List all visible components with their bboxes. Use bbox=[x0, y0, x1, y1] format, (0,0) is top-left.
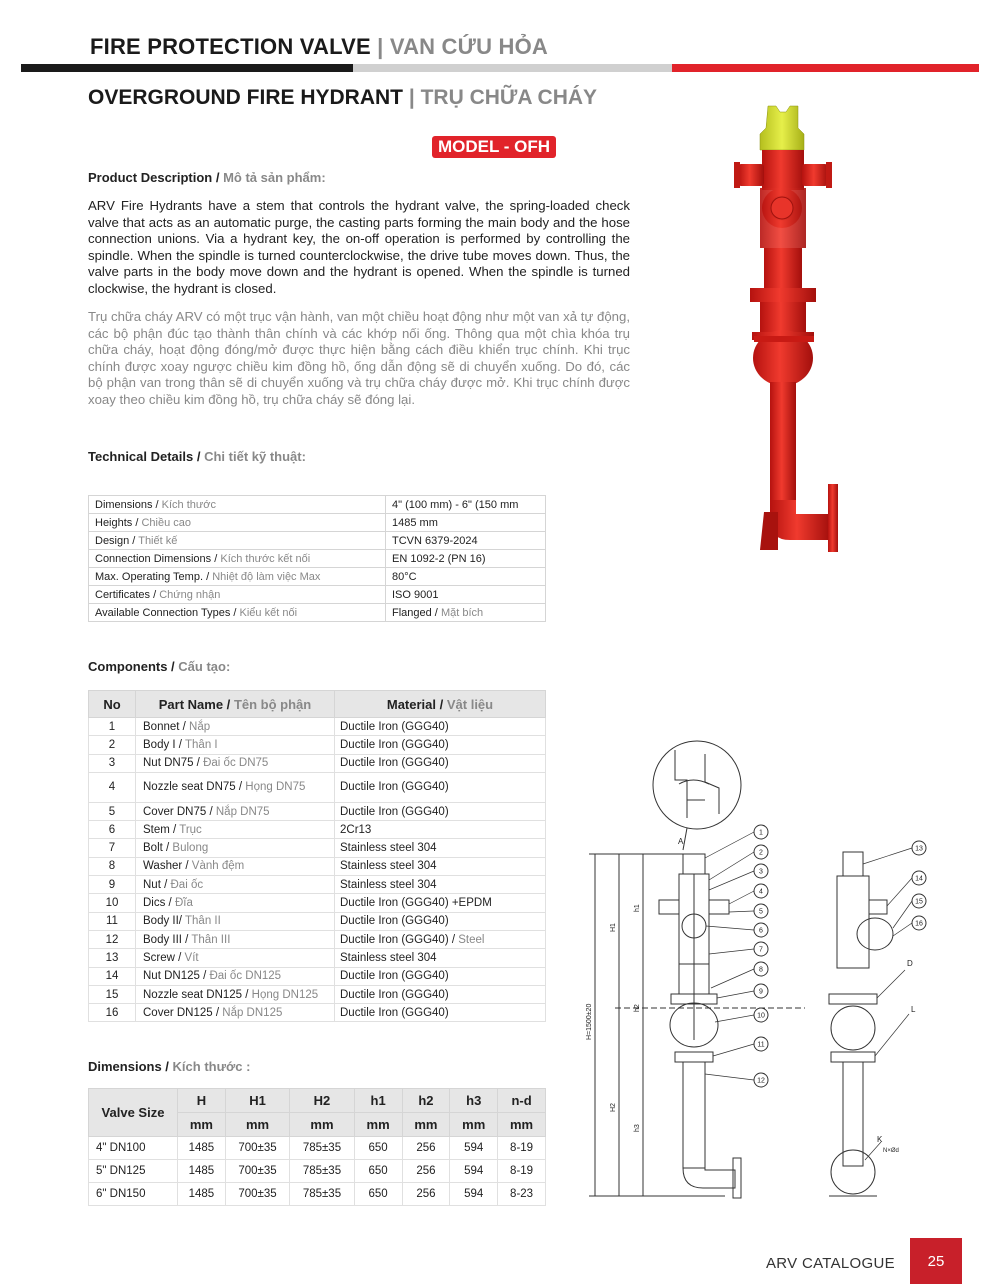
component-material-en: Ductile Iron (GGG40) bbox=[340, 970, 449, 983]
component-no: 10 bbox=[89, 894, 136, 912]
dimension-value: 1485 bbox=[178, 1160, 226, 1183]
drawing-label-h2-upper: H2 bbox=[610, 1103, 617, 1112]
callout-1-label: 1 bbox=[759, 829, 763, 837]
component-material-en: Ductile Iron (GGG40) bbox=[340, 988, 449, 1001]
component-part-en: Nut DN75 / bbox=[143, 757, 200, 770]
component-row bbox=[89, 857, 546, 875]
col-part-en: Part Name / bbox=[158, 696, 231, 712]
component-part-vn: Nắp DN125 bbox=[222, 1006, 283, 1019]
tech-label-vn: Nhiệt độ làm việc Max bbox=[212, 570, 321, 583]
component-part-vn: Thân I bbox=[185, 738, 218, 751]
unit-cell: mm bbox=[225, 1113, 289, 1137]
callout-14-label: 14 bbox=[915, 875, 923, 883]
tech-label bbox=[89, 586, 386, 604]
page-number: 25 bbox=[910, 1238, 962, 1284]
tech-value-en: EN 1092-2 (PN 16) bbox=[392, 552, 486, 565]
component-part bbox=[136, 772, 335, 802]
component-material-en: Ductile Iron (GGG40) bbox=[340, 757, 449, 770]
drawing-label-l: L bbox=[911, 1005, 916, 1014]
component-material bbox=[335, 839, 546, 857]
footer-catalogue: ARV CATALOGUE bbox=[766, 1255, 895, 1272]
heading-en: Dimensions / bbox=[88, 1059, 169, 1074]
dimension-value: 650 bbox=[354, 1160, 402, 1183]
component-part-vn: Nắp bbox=[189, 720, 211, 733]
component-material-en: Ductile Iron (GGG40) / bbox=[340, 933, 456, 946]
unit-cell: mm bbox=[450, 1113, 498, 1137]
col-valve-size: Valve Size bbox=[89, 1089, 178, 1137]
unit-cell: mm bbox=[290, 1113, 354, 1137]
component-material bbox=[335, 1004, 546, 1022]
dimension-value: 256 bbox=[402, 1137, 450, 1160]
section-title-separator: | bbox=[408, 86, 415, 109]
tech-label bbox=[89, 550, 386, 568]
component-part-en: Bolt / bbox=[143, 842, 170, 855]
tech-label-vn: Chứng nhận bbox=[159, 588, 221, 601]
component-material bbox=[335, 894, 546, 912]
component-no: 12 bbox=[89, 930, 136, 948]
dimensions-header-row bbox=[89, 1089, 546, 1113]
unit-cell: mm bbox=[402, 1113, 450, 1137]
component-material bbox=[335, 718, 546, 736]
dimension-value: 594 bbox=[450, 1137, 498, 1160]
tech-label bbox=[89, 568, 386, 586]
header-separator: | bbox=[377, 34, 384, 59]
component-material bbox=[335, 754, 546, 772]
tech-row bbox=[89, 496, 546, 514]
tech-value bbox=[386, 550, 546, 568]
technical-details-heading bbox=[88, 449, 306, 464]
dimensions-row bbox=[89, 1160, 546, 1183]
component-part bbox=[136, 949, 335, 967]
dimensions-heading bbox=[88, 1059, 250, 1074]
tech-row bbox=[89, 514, 546, 532]
component-material-en: Stainless steel 304 bbox=[340, 878, 437, 891]
component-material-en: Stainless steel 304 bbox=[340, 842, 437, 855]
component-part-vn: Thân III bbox=[191, 933, 231, 946]
component-part bbox=[136, 821, 335, 839]
col-part bbox=[136, 691, 335, 718]
tech-value-en: TCVN 6379-2024 bbox=[392, 534, 478, 547]
component-part-vn: Đĩa bbox=[174, 897, 193, 910]
dimension-value: 700±35 bbox=[225, 1137, 289, 1160]
tech-label-en: Connection Dimensions / bbox=[95, 552, 218, 565]
tech-value-en: ISO 9001 bbox=[392, 588, 439, 601]
dimensions-table bbox=[88, 1088, 546, 1206]
component-part bbox=[136, 985, 335, 1003]
component-part bbox=[136, 857, 335, 875]
tech-label bbox=[89, 496, 386, 514]
tech-label-en: Dimensions / bbox=[95, 498, 159, 511]
tech-label-en: Heights / bbox=[95, 516, 139, 529]
section-title bbox=[88, 86, 597, 110]
component-material bbox=[335, 949, 546, 967]
component-part-en: Nozzle seat DN75 / bbox=[143, 781, 243, 794]
component-part-en: Screw / bbox=[143, 951, 182, 964]
component-row bbox=[89, 894, 546, 912]
component-part bbox=[136, 967, 335, 985]
callout-11-label: 11 bbox=[757, 1041, 765, 1049]
col-h2: h2 bbox=[402, 1089, 450, 1113]
callout-9-label: 9 bbox=[759, 988, 763, 996]
drawing-label-total: H=1500±20 bbox=[586, 1003, 593, 1040]
components-heading bbox=[88, 659, 230, 674]
component-part-vn: Họng DN125 bbox=[251, 988, 319, 1001]
dimension-value: 594 bbox=[450, 1183, 498, 1206]
tech-value bbox=[386, 514, 546, 532]
technical-drawing bbox=[575, 740, 935, 1210]
component-material bbox=[335, 876, 546, 894]
component-part bbox=[136, 930, 335, 948]
component-part bbox=[136, 736, 335, 754]
component-part bbox=[136, 718, 335, 736]
heading-vn: Cấu tạo: bbox=[178, 659, 231, 674]
component-no: 8 bbox=[89, 857, 136, 875]
component-row bbox=[89, 754, 546, 772]
tech-label-en: Certificates / bbox=[95, 588, 157, 601]
col-part-vn: Tên bộ phận bbox=[233, 696, 312, 712]
component-material bbox=[335, 772, 546, 802]
unit-cell: mm bbox=[178, 1113, 226, 1137]
component-part-en: Body II/ bbox=[143, 915, 182, 928]
product-description-heading bbox=[88, 170, 326, 185]
tech-value bbox=[386, 532, 546, 550]
component-no: 2 bbox=[89, 736, 136, 754]
component-material bbox=[335, 985, 546, 1003]
component-material-en: Ductile Iron (GGG40) bbox=[340, 915, 449, 928]
component-row bbox=[89, 821, 546, 839]
component-part bbox=[136, 802, 335, 820]
heading-vn: Mô tả sản phẩm: bbox=[223, 170, 326, 185]
col-material-en: Material / bbox=[386, 696, 444, 712]
technical-details-table bbox=[88, 495, 546, 622]
component-part-en: Nozzle seat DN125 / bbox=[143, 988, 249, 1001]
tech-value bbox=[386, 604, 546, 622]
dimension-value: 785±35 bbox=[290, 1160, 354, 1183]
component-row bbox=[89, 839, 546, 857]
drawing-label-h2: h2 bbox=[634, 1004, 641, 1012]
component-row bbox=[89, 949, 546, 967]
component-no: 11 bbox=[89, 912, 136, 930]
heading-en: Product Description / bbox=[88, 170, 220, 185]
component-part bbox=[136, 839, 335, 857]
component-material-en: Ductile Iron (GGG40) bbox=[340, 1006, 449, 1019]
component-row bbox=[89, 802, 546, 820]
tech-label bbox=[89, 514, 386, 532]
header-bar-grey bbox=[353, 64, 672, 72]
dimension-value: 8-23 bbox=[498, 1183, 546, 1206]
component-material bbox=[335, 912, 546, 930]
drawing-label-a: A bbox=[678, 837, 684, 846]
component-material-en: 2Cr13 bbox=[340, 823, 372, 836]
tech-value-en: 1485 mm bbox=[392, 516, 438, 529]
drawing-label-h1-upper: H1 bbox=[610, 923, 617, 932]
component-part-en: Cover DN125 / bbox=[143, 1006, 220, 1019]
component-part-vn: Họng DN75 bbox=[245, 781, 306, 794]
component-material-en: Ductile Iron (GGG40) bbox=[340, 781, 449, 794]
callout-10-label: 10 bbox=[757, 1012, 765, 1020]
tech-row bbox=[89, 568, 546, 586]
tech-value-en: 4" (100 mm) - 6" (150 mm bbox=[392, 498, 519, 511]
component-row bbox=[89, 772, 546, 802]
component-material-en: Stainless steel 304 bbox=[340, 951, 437, 964]
dimension-value: 650 bbox=[354, 1183, 402, 1206]
tech-label-vn: Kích thước kết nối bbox=[220, 552, 311, 565]
header-bar-red bbox=[672, 64, 979, 72]
callout-13-label: 13 bbox=[915, 845, 923, 853]
component-part-vn: Bulong bbox=[172, 842, 209, 855]
tech-row bbox=[89, 550, 546, 568]
component-no: 7 bbox=[89, 839, 136, 857]
tech-value bbox=[386, 496, 546, 514]
component-material-en: Ductile Iron (GGG40) bbox=[340, 720, 449, 733]
drawing-label-d: D bbox=[907, 959, 913, 968]
component-row bbox=[89, 876, 546, 894]
component-part-en: Bonnet / bbox=[143, 720, 186, 733]
tech-row bbox=[89, 586, 546, 604]
heading-en: Components / bbox=[88, 659, 175, 674]
component-part-en: Body III / bbox=[143, 933, 189, 946]
component-part-vn: Vít bbox=[184, 951, 199, 964]
component-row bbox=[89, 930, 546, 948]
col-h3: h3 bbox=[450, 1089, 498, 1113]
component-material bbox=[335, 857, 546, 875]
callout-12-label: 12 bbox=[757, 1077, 765, 1085]
dimensions-row bbox=[89, 1137, 546, 1160]
component-part bbox=[136, 876, 335, 894]
component-no: 1 bbox=[89, 718, 136, 736]
component-material-en: Ductile Iron (GGG40) +EPDM bbox=[340, 897, 492, 910]
tech-label-vn: Thiết kế bbox=[138, 534, 178, 547]
tech-value-en: 80°C bbox=[392, 570, 417, 583]
component-part bbox=[136, 912, 335, 930]
drawing-label-k: K bbox=[877, 1135, 883, 1144]
component-part bbox=[136, 1004, 335, 1022]
tech-row bbox=[89, 532, 546, 550]
col-h: H bbox=[178, 1089, 226, 1113]
component-row bbox=[89, 912, 546, 930]
tech-value-en: Flanged / bbox=[392, 606, 438, 619]
component-no: 6 bbox=[89, 821, 136, 839]
heading-vn: Chi tiết kỹ thuật: bbox=[204, 449, 306, 464]
valve-size: 5" DN125 bbox=[89, 1160, 178, 1183]
components-table bbox=[88, 690, 546, 1022]
page-header-title bbox=[90, 34, 548, 60]
component-part-vn: Trục bbox=[179, 823, 202, 836]
dimension-value: 8-19 bbox=[498, 1137, 546, 1160]
tech-row bbox=[89, 604, 546, 622]
callout-16-label: 16 bbox=[915, 920, 923, 928]
component-part bbox=[136, 894, 335, 912]
tech-value-vn: Mặt bích bbox=[440, 606, 484, 619]
callout-3-label: 3 bbox=[759, 868, 763, 876]
valve-size: 6" DN150 bbox=[89, 1183, 178, 1206]
col-n-d: n-d bbox=[498, 1089, 546, 1113]
callout-15-label: 15 bbox=[915, 898, 923, 906]
component-part-en: Body I / bbox=[143, 738, 182, 751]
component-part-en: Stem / bbox=[143, 823, 177, 836]
tech-label-en: Max. Operating Temp. / bbox=[95, 570, 210, 583]
col-h1: H1 bbox=[225, 1089, 289, 1113]
tech-label bbox=[89, 604, 386, 622]
valve-size: 4" DN100 bbox=[89, 1137, 178, 1160]
col-material bbox=[335, 691, 546, 718]
callout-5-label: 5 bbox=[759, 908, 763, 916]
heading-vn: Kích thước : bbox=[172, 1059, 251, 1074]
header-title-en: FIRE PROTECTION VALVE bbox=[90, 34, 371, 59]
dimensions-row bbox=[89, 1183, 546, 1206]
callout-7-label: 7 bbox=[759, 946, 763, 954]
component-part-en: Nut / bbox=[143, 878, 168, 891]
callout-4-label: 4 bbox=[759, 888, 763, 896]
component-material bbox=[335, 821, 546, 839]
component-no: 5 bbox=[89, 802, 136, 820]
component-row bbox=[89, 985, 546, 1003]
tech-label-en: Design / bbox=[95, 534, 136, 547]
heading-en: Technical Details / bbox=[88, 449, 201, 464]
component-no: 14 bbox=[89, 967, 136, 985]
component-no: 13 bbox=[89, 949, 136, 967]
component-row bbox=[89, 736, 546, 754]
col-material-vn: Vật liệu bbox=[446, 696, 494, 712]
callout-8-label: 8 bbox=[759, 966, 763, 974]
component-material bbox=[335, 802, 546, 820]
section-title-vn: TRỤ CHỮA CHÁY bbox=[420, 86, 598, 109]
dimension-value: 8-19 bbox=[498, 1160, 546, 1183]
component-part-vn: Đai ốc DN125 bbox=[209, 970, 282, 983]
drawing-label-h1: h1 bbox=[634, 904, 641, 912]
component-material-en: Ductile Iron (GGG40) bbox=[340, 738, 449, 751]
tech-label-vn: Chiều cao bbox=[141, 516, 192, 529]
dimension-value: 700±35 bbox=[225, 1183, 289, 1206]
drawing-label-h3: h3 bbox=[634, 1124, 641, 1132]
component-no: 4 bbox=[89, 772, 136, 802]
hydrant-product-image bbox=[720, 100, 860, 560]
component-part bbox=[136, 754, 335, 772]
components-header-row bbox=[89, 691, 546, 718]
col-h2: H2 bbox=[290, 1089, 354, 1113]
drawing-label-nd: N×Ød bbox=[883, 1148, 899, 1154]
dimension-value: 650 bbox=[354, 1137, 402, 1160]
component-part-en: Washer / bbox=[143, 860, 189, 873]
component-row bbox=[89, 718, 546, 736]
dimension-value: 700±35 bbox=[225, 1160, 289, 1183]
section-title-en: OVERGROUND FIRE HYDRANT bbox=[88, 86, 404, 109]
col-no: No bbox=[89, 691, 136, 718]
component-material bbox=[335, 736, 546, 754]
description-text-vn: Trụ chữa cháy ARV có một trục vận hành, van một chiều hoạt động như một van xả tự động, các bộ phận đúc tạo thành thân chính và các khớp nối ống. Thông qua một chìa khóa trụ chữa cháy, hoạt động đóng/mở được thực hiện bằng cách điều khiển trục chính. Khi trục chính được xoay ngược chiều kim đồng hồ, ống dẫn động sẽ di chuyển xuống. Do đó, các bộ phận van trong thân sẽ di chuyển xuống và trụ chữa cháy được mở. Khi trục chính được xoay theo chiều kim đồng hồ, trụ chữa cháy sẽ đóng lại. bbox=[88, 309, 630, 407]
component-row bbox=[89, 967, 546, 985]
col-h1: h1 bbox=[354, 1089, 402, 1113]
tech-label-en: Available Connection Types / bbox=[95, 606, 237, 619]
dimension-value: 594 bbox=[450, 1160, 498, 1183]
component-material-en: Ductile Iron (GGG40) bbox=[340, 805, 449, 818]
component-no: 9 bbox=[89, 876, 136, 894]
model-badge: MODEL - OFH bbox=[432, 136, 556, 158]
unit-cell: mm bbox=[354, 1113, 402, 1137]
component-part-en: Nut DN125 / bbox=[143, 970, 207, 983]
header-bar-black bbox=[21, 64, 353, 72]
dimension-value: 256 bbox=[402, 1160, 450, 1183]
callout-6-label: 6 bbox=[759, 927, 763, 935]
component-no: 16 bbox=[89, 1004, 136, 1022]
component-part-vn: Nắp DN75 bbox=[215, 805, 270, 818]
component-part-en: Cover DN75 / bbox=[143, 805, 213, 818]
description-text-en: ARV Fire Hydrants have a stem that controls the hydrant valve, the spring-loaded check valve that acts as an automatic purge, the casting parts forming the main body and the hose connection unions. Via a hydrant key, the on-off operation is performed by controlling the spindle. When the spindle is turned counterclockwise, the drive tube moves down. Thus, the valve parts in the body move down and the hydrant is opened. When the spindle is turned clockwise, the hydrant is closed. bbox=[88, 198, 630, 296]
dimension-value: 1485 bbox=[178, 1137, 226, 1160]
dimension-value: 785±35 bbox=[290, 1137, 354, 1160]
component-material-en: Stainless steel 304 bbox=[340, 860, 437, 873]
component-part-en: Dics / bbox=[143, 897, 172, 910]
tech-label-vn: Kích thước bbox=[161, 498, 216, 511]
dimension-value: 785±35 bbox=[290, 1183, 354, 1206]
component-part-vn: Vành đệm bbox=[191, 860, 245, 873]
component-material-vn: Steel bbox=[458, 933, 485, 946]
unit-cell: mm bbox=[498, 1113, 546, 1137]
component-row bbox=[89, 1004, 546, 1022]
tech-label bbox=[89, 532, 386, 550]
component-material bbox=[335, 930, 546, 948]
callout-2-label: 2 bbox=[759, 849, 763, 857]
tech-value bbox=[386, 586, 546, 604]
component-no: 3 bbox=[89, 754, 136, 772]
header-title-vn: VAN CỨU HỎA bbox=[389, 34, 548, 59]
component-part-vn: Đai ốc bbox=[170, 878, 204, 891]
component-no: 15 bbox=[89, 985, 136, 1003]
component-part-vn: Đai ốc DN75 bbox=[203, 757, 269, 770]
tech-label-vn: Kiểu kết nối bbox=[239, 606, 298, 619]
tech-value bbox=[386, 568, 546, 586]
dimension-value: 256 bbox=[402, 1183, 450, 1206]
dimension-value: 1485 bbox=[178, 1183, 226, 1206]
component-material bbox=[335, 967, 546, 985]
component-part-vn: Thân II bbox=[185, 915, 221, 928]
